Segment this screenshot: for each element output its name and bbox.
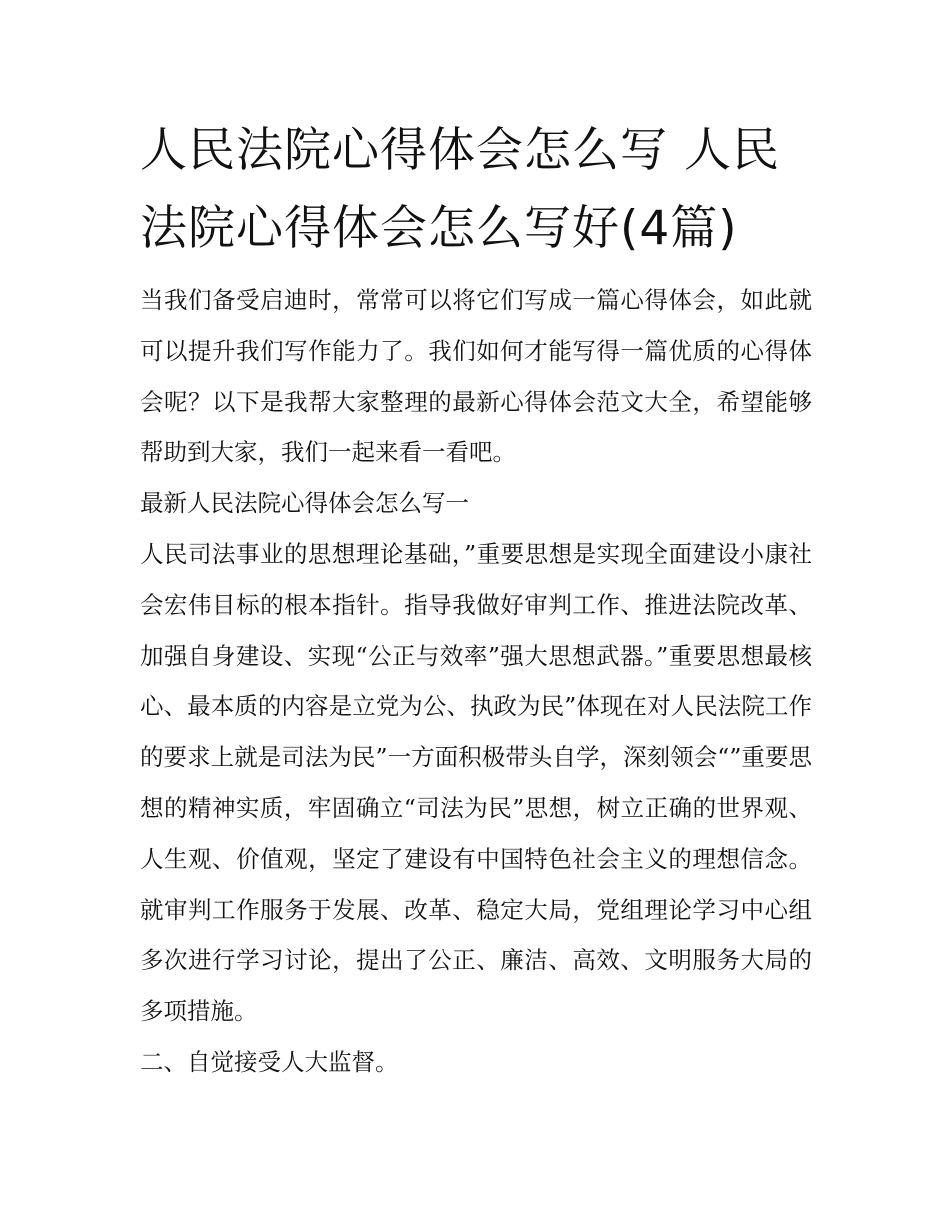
subsection-heading: 二、自觉接受人大监督。 — [140, 1047, 399, 1076]
document-title: 人民法院心得体会怎么写 人民法院心得体会怎么写好(4篇) — [140, 123, 780, 256]
section-heading: 最新人民法院心得体会怎么写一 — [140, 489, 469, 518]
body-paragraph: 人民司法事业的思想理论基础，”重要思想是实现全面建设小康社会宏伟目标的根本指针。指导我做好审判工作、推进法院改革、加强自身建设、实现“公正与效率”强大思想武器。”重要思想最核心、最本质的内容是立党为公、执政为民”体现在对人民法院工作的要求上就是司法为民”一方面积极带头自学，深刻领会“”重要思想的精神实质，牢固确立“司法为民”思想，树立正确的世界观、人生观、价值观，坚定了建设有中国特色社会主义的理想信念。就审判工作服务于发展、改革、稳定大局，党组理论学习中心组多次进行学习讨论，提出了公正、廉洁、高效、文明服务大局的多项措施。 — [140, 539, 812, 1026]
intro-paragraph: 当我们备受启迪时，常常可以将它们写成一篇心得体会，如此就可以提升我们写作能力了。我们如何才能写得一篇优质的心得体会呢？以下是我帮大家整理的最新心得体会范文大全，希望能够帮助到大家，我们一起来看一看吧。 — [140, 286, 812, 467]
document-body — [140, 275, 812, 1088]
